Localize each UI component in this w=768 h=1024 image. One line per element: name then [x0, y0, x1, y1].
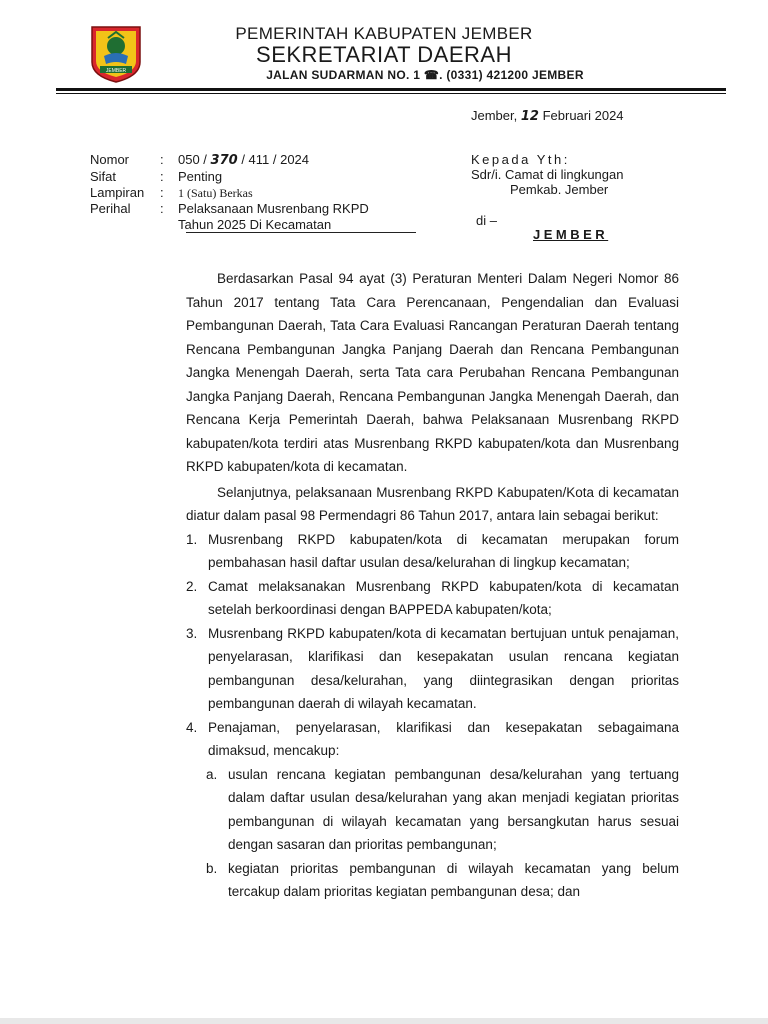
date-prefix: Jember,	[471, 108, 518, 123]
list-item-text: Musrenbang RKPD kabupaten/kota di kecamatan bertujuan untuk penajaman, penyelarasan, klarifikasi dan kesepakatan usulan rencana kegiatan pembangunan desa/kelurahan, yang diintegrasikan dengan prioritas pembangunan daerah di wilayah kecamatan.	[208, 625, 679, 711]
scan-edge	[0, 1018, 768, 1024]
list-item-text: Penajaman, penyelarasan, klarifikasi dan kesepakatan sebagaimana dimaksud, mencakup:	[208, 719, 679, 758]
letter-body	[186, 267, 679, 904]
sub-list-item	[186, 763, 679, 857]
lampiran-label: Lampiran	[90, 185, 145, 200]
address-street: JALAN SUDARMAN NO. 1	[266, 68, 421, 82]
sub-list-letter: a.	[206, 766, 218, 782]
nomor-colon: :	[160, 152, 164, 167]
nomor-part-a: 050 /	[178, 152, 207, 167]
meta-row-lampiran	[90, 185, 369, 201]
recipient-greeting: Kepada Yth:	[471, 152, 570, 167]
lampiran-colon: :	[160, 185, 164, 200]
letterhead-rule-thin	[56, 93, 726, 94]
letter-date	[471, 108, 624, 124]
sifat-colon: :	[160, 169, 164, 184]
perihal-underline	[186, 232, 416, 233]
perihal-line-2: Tahun 2025 Di Kecamatan	[178, 217, 332, 232]
recipient-city: JEMBER	[533, 227, 609, 242]
sub-list-item	[186, 857, 679, 904]
recipient-line-2: Pemkab. Jember	[510, 182, 609, 197]
perihal-label: Perihal	[90, 201, 131, 216]
nomor-handwritten: 370	[210, 153, 238, 168]
list-item	[186, 528, 679, 575]
recipient-block	[471, 152, 623, 197]
meta-row-sifat	[90, 169, 369, 185]
list-item-text: Musrenbang RKPD kabupaten/kota di kecamatan merupakan forum pembahasan hasil daftar usulan desa/kelurahan di lingkup kecamatan;	[208, 531, 679, 570]
perihal-value	[178, 201, 369, 233]
list-number: 4.	[186, 719, 198, 735]
letterhead-rule-thick	[56, 88, 726, 91]
nomor-part-b: / 411 / 2024	[241, 152, 310, 167]
sub-list-text: kegiatan prioritas pembangunan di wilayah kecamatan yang belum tercakup dalam prioritas kegiatan pembangunan desa; dan	[228, 860, 679, 899]
numbered-list	[186, 528, 679, 904]
list-number: 1.	[186, 531, 198, 547]
letter-meta	[90, 152, 369, 233]
perihal-colon: :	[160, 201, 164, 216]
sub-list	[186, 763, 679, 904]
body-paragraph-2: Selanjutnya, pelaksanaan Musrenbang RKPD Kabupaten/Kota di kecamatan diatur dalam pasal 98 Permendagri 86 Tahun 2017, antara lain sebagai berikut:	[186, 484, 679, 523]
date-month-year: Februari 2024	[542, 108, 624, 123]
phone-icon: ☎	[423, 68, 440, 82]
letterhead-office: SEKRETARIAT DAERAH	[256, 42, 512, 67]
list-item	[186, 622, 679, 716]
body-paragraph-1: Berdasarkan Pasal 94 ayat (3) Peraturan Menteri Dalam Negeri Nomor 86 Tahun 2017 tentang Tata Cara Perencanaan, Pengendalian dan Evaluasi Pembangunan Daerah, Tata Cara Evaluasi Rancangan Peraturan Daerah tentang Rencana Pembangunan Jangka Panjang Daerah dan Rencana Pembangunan Jangka Menengah Daerah, serta Tata cara Perubahan Rencana Pembangunan Jangka Panjang Daerah, Rencana Pembangunan Jangka Menengah Daerah, dan Rencana Kerja Pemerintah Daerah, bahwa Pelaksanaan Musrenbang RKPD kabupaten/kota terdiri atas Musrenbang RKPD kabupaten/kota dan Musrenbang RKPD kabupaten/kota di kecamatan.	[186, 271, 679, 474]
sifat-value: Penting	[178, 169, 223, 184]
list-number: 2.	[186, 578, 198, 594]
list-item	[186, 716, 679, 904]
list-number: 3.	[186, 625, 198, 641]
perihal-line-1: Pelaksanaan Musrenbang RKPD	[178, 201, 369, 216]
date-day-handwritten: 12	[520, 109, 539, 124]
list-item-text: Camat melaksanakan Musrenbang RKPD kabupaten/kota di kecamatan setelah berkoordinasi dengan BAPPEDA kabupaten/kota;	[208, 578, 679, 617]
sub-list-letter: b.	[206, 860, 218, 876]
sub-list-text: usulan rencana kegiatan pembangunan desa/kelurahan yang tertuang dalam daftar usulan desa/kelurahan yang akan menjadi kegiatan prioritas pembangunan di wilayah kecamatan yang bersangkutan harus sesuai dengan sasaran dan prioritas pembangunan;	[228, 766, 679, 852]
address-phone-city: . (0331) 421200 JEMBER	[439, 68, 584, 82]
meta-row-perihal	[90, 201, 369, 233]
letterhead-government: PEMERINTAH KABUPATEN JEMBER	[235, 24, 533, 43]
sifat-label: Sifat	[90, 169, 117, 184]
meta-row-nomor	[90, 152, 369, 169]
recipient-di: di –	[476, 213, 497, 228]
letterhead-address	[0, 68, 768, 82]
list-item	[186, 575, 679, 622]
svg-text:JEMBER: JEMBER	[105, 68, 127, 74]
nomor-label: Nomor	[90, 152, 130, 167]
lampiran-value: 1 (Satu) Berkas	[178, 186, 253, 200]
recipient-line-1: Sdr/i. Camat di lingkungan	[471, 167, 624, 182]
nomor-value	[178, 152, 369, 169]
